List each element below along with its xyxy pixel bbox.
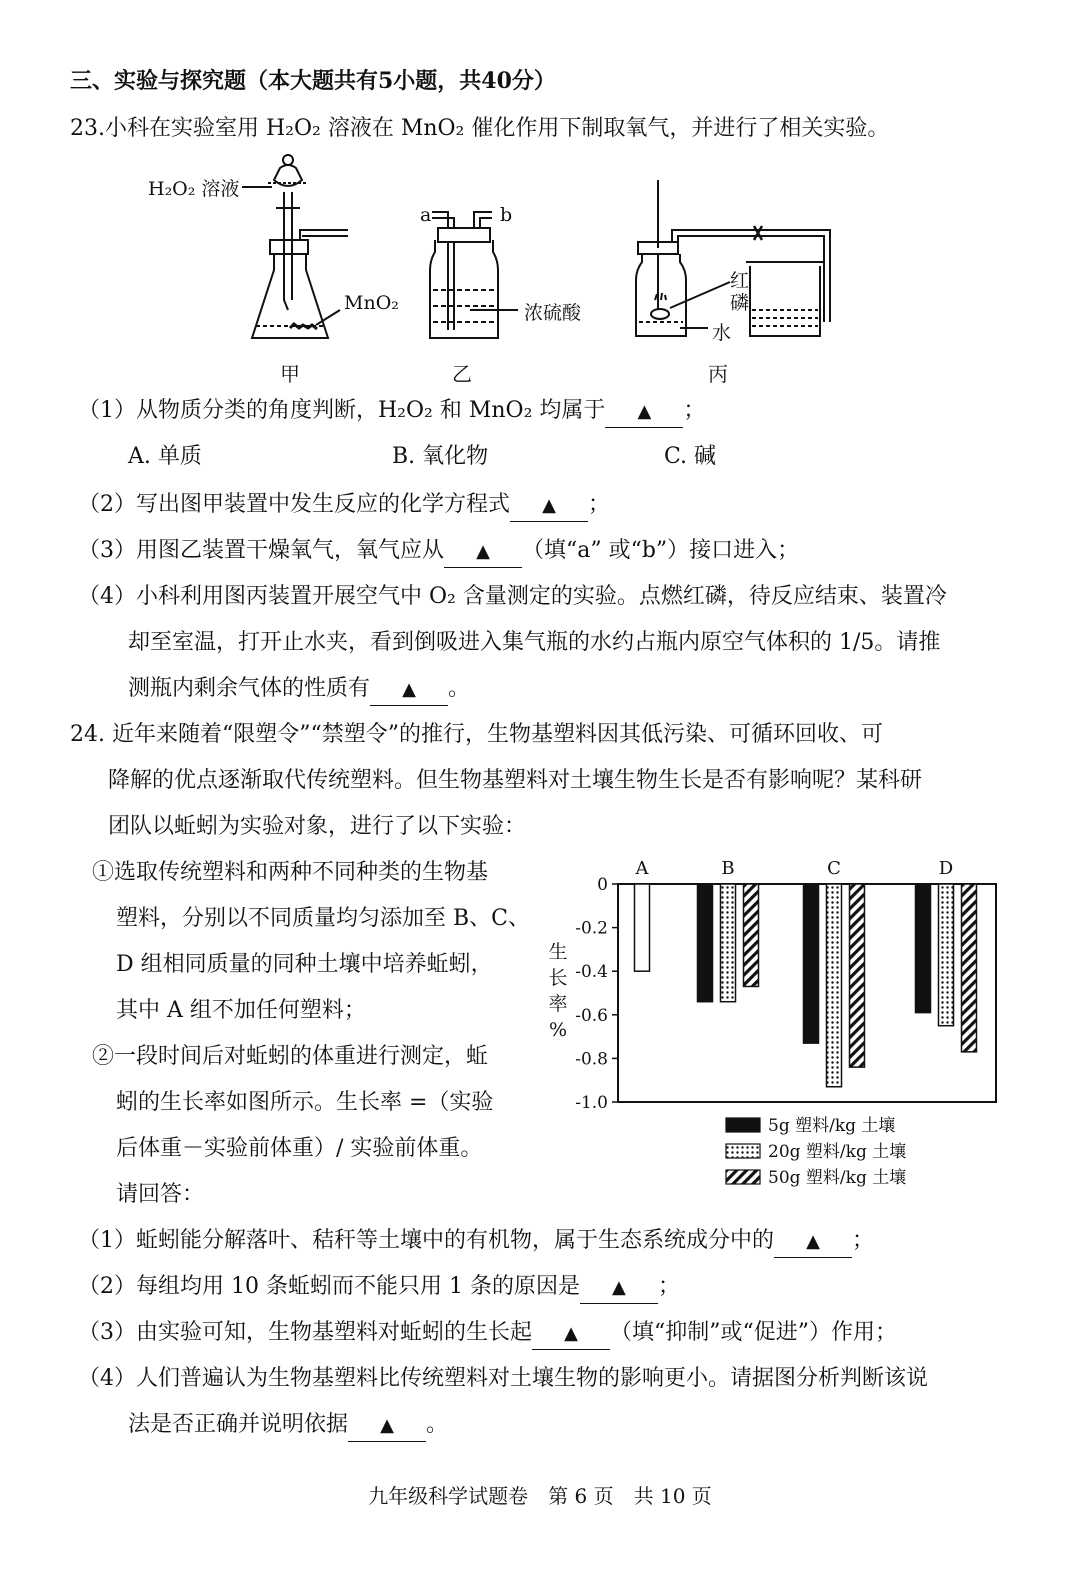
legend-label-3: 50g 塑料/kg 土壤 — [768, 1168, 907, 1188]
legend-swatch-3 — [726, 1170, 760, 1184]
q24-part1: （1）蚯蚓能分解落叶、秸秆等土壤中的有机物，属于生态系统成分中的 ▲ ； — [78, 1226, 874, 1258]
caption-jia: 甲 — [280, 362, 300, 386]
bar-C-series2 — [827, 884, 842, 1087]
label-water: 水 — [712, 322, 732, 344]
bar-B-series1 — [698, 884, 713, 1002]
q24-stem-line1: 24. 近年来随着“限塑令”“禁塑令”的推行，生物基塑料因其低污染、可循环回收、可 — [70, 722, 883, 747]
legend-swatch-1 — [726, 1118, 760, 1132]
bar-D-series3 — [962, 884, 977, 1052]
bar-C-series3 — [850, 884, 865, 1067]
y-tick-label: 0 — [597, 875, 608, 895]
q24-step1-line3: D 组相同质量的同种土壤中培养蚯蚓， — [116, 952, 493, 977]
label-red-1: 红 — [730, 270, 750, 292]
growth-rate-chart — [540, 850, 1020, 1190]
y-axis-label: % — [548, 1019, 568, 1041]
caption-yi: 乙 — [452, 362, 472, 386]
apparatus-yi — [430, 212, 518, 338]
q24-stem-line2: 降解的优点逐渐取代传统塑料。但生物基塑料对土壤生物生长是否有影响呢？某科研 — [108, 768, 923, 793]
y-tick-label: -1.0 — [575, 1093, 608, 1113]
q23-apparatus-figure — [130, 150, 870, 380]
q24-ask: 请回答： — [116, 1182, 205, 1207]
y-axis-label: 率 — [548, 993, 568, 1015]
answer-blank[interactable]: ▲ — [370, 674, 448, 706]
category-label: C — [827, 858, 841, 879]
legend-swatch-2 — [726, 1144, 760, 1158]
y-tick-label: -0.4 — [575, 962, 608, 983]
y-axis-label: 长 — [548, 967, 568, 989]
bar-B-series2 — [721, 884, 736, 1002]
caption-bing: 丙 — [708, 362, 728, 386]
label-mno2: MnO₂ — [344, 292, 399, 314]
q23-option-b: B. 氧化物 — [392, 444, 489, 469]
q23-part3: （3）用图乙装置干燥氧气，氧气应从 ▲ （填“a” 或“b”）接口进入； — [78, 536, 799, 568]
q24-part3: （3）由实验可知，生物基塑料对蚯蚓的生长起 ▲ （填“抑制”或“促进”）作用； — [78, 1318, 897, 1350]
q24-part4-line2: 法是否正确并说明依据 ▲ 。 — [128, 1410, 448, 1442]
answer-blank[interactable]: ▲ — [532, 1318, 610, 1350]
answer-blank[interactable]: ▲ — [605, 396, 683, 428]
q23-part2: （2）写出图甲装置中发生反应的化学方程式 ▲ ； — [78, 490, 610, 522]
label-red-2: 磷 — [730, 292, 750, 314]
legend-label-2: 20g 塑料/kg 土壤 — [768, 1142, 907, 1162]
y-tick-label: -0.8 — [575, 1049, 608, 1070]
q24-stem-line3: 团队以蚯蚓为实验对象，进行了以下实验： — [108, 814, 527, 839]
q23-stem: 23.小科在实验室用 H₂O₂ 溶液在 MnO₂ 催化作用下制取氧气，并进行了相关实验。 — [70, 116, 890, 141]
q24-step2-line1: ②一段时间后对蚯蚓的体重进行测定，蚯 — [92, 1044, 489, 1069]
label-h2o2-solution: H₂O₂ 溶液 — [148, 178, 240, 200]
answer-blank[interactable]: ▲ — [580, 1272, 658, 1304]
q24-step1-line1: ①选取传统塑料和两种不同种类的生物基 — [92, 860, 489, 885]
q24-step2-line3: 后体重－实验前体重）/ 实验前体重。 — [116, 1136, 483, 1161]
answer-blank[interactable]: ▲ — [348, 1410, 426, 1442]
label-conc-sulfuric-acid: 浓硫酸 — [524, 302, 582, 324]
bar-B-series3 — [744, 884, 759, 986]
legend-label-1: 5g 塑料/kg 土壤 — [768, 1116, 896, 1136]
answer-blank[interactable]: ▲ — [510, 490, 588, 522]
q23-part4-line2: 却至室温，打开止水夹，看到倒吸进入集气瓶的水约占瓶内原空气体积的 1/5。请推 — [128, 630, 941, 655]
q24-part4-line1: （4）人们普遍认为生物基塑料比传统塑料对土壤生物的影响更小。请据图分析判断该说 — [78, 1366, 928, 1391]
category-label: B — [721, 858, 735, 879]
bar-D-series2 — [939, 884, 954, 1026]
category-label: D — [938, 858, 954, 879]
apparatus-jia — [242, 155, 348, 338]
label-port-b: b — [500, 204, 513, 226]
answer-blank[interactable]: ▲ — [774, 1226, 852, 1258]
bar-C-series1 — [804, 884, 819, 1043]
section-title: 三、实验与探究题（本大题共有5小题，共40分） — [70, 68, 556, 94]
bar-D-series1 — [916, 884, 931, 1013]
q23-option-a: A. 单质 — [128, 444, 202, 469]
bar-control-A — [635, 884, 650, 971]
y-tick-label: -0.2 — [575, 918, 608, 939]
q23-option-c: C. 碱 — [664, 444, 717, 469]
answer-blank[interactable]: ▲ — [444, 536, 522, 568]
q24-step1-line4: 其中 A 组不加任何塑料； — [116, 998, 366, 1023]
y-axis-label: 生 — [548, 941, 568, 963]
label-port-a: a — [420, 204, 432, 226]
q24-part2: （2）每组均用 10 条蚯蚓而不能只用 1 条的原因是 ▲ ； — [78, 1272, 680, 1304]
q24-step1-line2: 塑料，分别以不同质量均匀添加至 B、C、 — [116, 906, 530, 931]
y-tick-label: -0.6 — [575, 1005, 608, 1026]
q23-part1: （1）从物质分类的角度判断，H₂O₂ 和 MnO₂ 均属于 ▲ ； — [78, 396, 705, 428]
q23-part4-line3: 测瓶内剩余气体的性质有 ▲ 。 — [128, 674, 470, 706]
page-footer: 九年级科学试题卷 第 6 页 共 10 页 — [368, 1484, 712, 1508]
q23-part4-line1: （4）小科利用图丙装置开展空气中 O₂ 含量测定的实验。点燃红磷，待反应结束、装置冷 — [78, 584, 947, 609]
q24-step2-line2: 蚓的生长率如图所示。生长率 =（实验 — [116, 1090, 494, 1115]
category-label: A — [635, 858, 649, 879]
